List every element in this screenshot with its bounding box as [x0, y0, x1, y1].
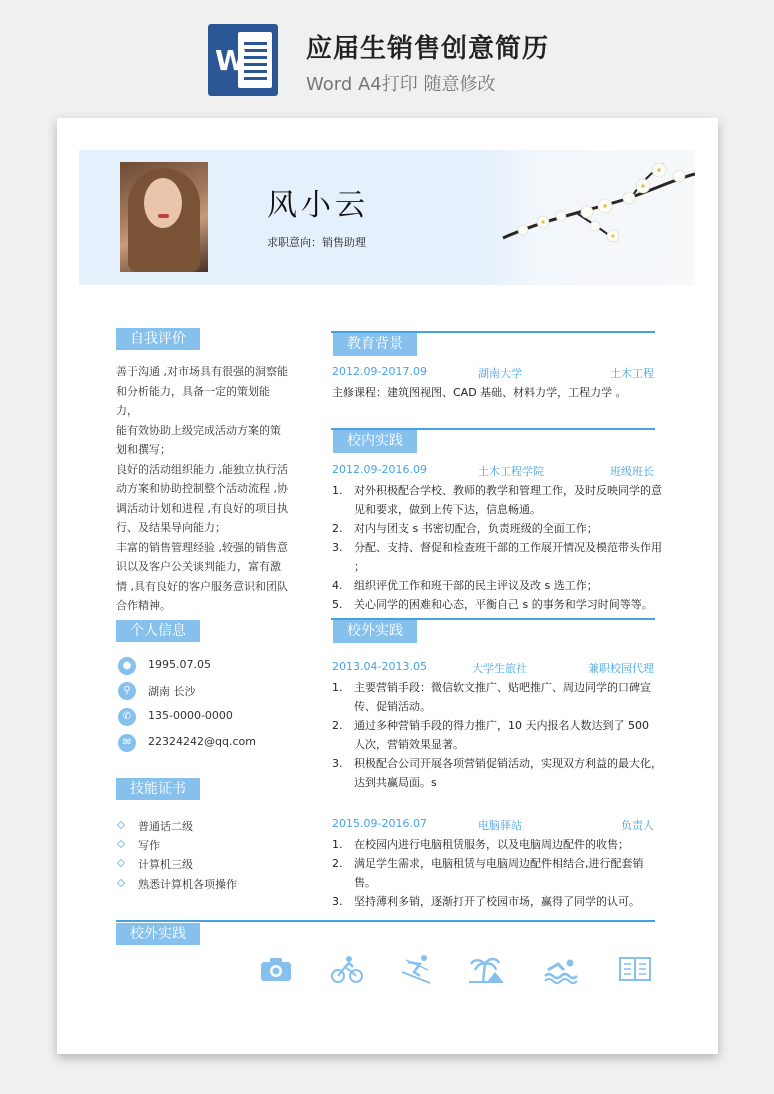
- profile-banner: [79, 150, 695, 285]
- diamond-bullet-icon: [117, 821, 125, 829]
- location-text: 湖南 长沙: [148, 685, 196, 698]
- mail-icon: ✉: [118, 734, 136, 752]
- location-pin-icon: ⚲: [118, 682, 136, 700]
- list-item: 3. 分配、支持、督促和检查班干部的工作展开情况及模范带头作用 ；: [332, 541, 662, 573]
- diamond-bullet-icon: [117, 859, 125, 867]
- job-intent: 求职意向：销售助理: [267, 236, 366, 249]
- skiing-icon: [400, 954, 434, 984]
- personal-info-title: 个人信息: [116, 620, 200, 642]
- campus-header: 2012.09-2016.09 土木工程学院 班级班长: [332, 463, 654, 478]
- beach-icon: [469, 954, 503, 984]
- list-item: 2. 对内与团支 s 书密切配合，负责班级的全面工作；: [332, 522, 598, 535]
- cycling-icon: [330, 954, 364, 984]
- self-eval-title: 自我评价: [116, 328, 200, 350]
- phone-icon: ✆: [118, 708, 136, 726]
- hobbies-divider: [116, 920, 655, 922]
- self-eval-text: 善于沟通 ,对市场具有很强的洞察能 和分析能力，具备一定的策划能力， 能有效协助上级完成活动方案的策 划和撰写； 良好的活动组织能力 ,能独立执行活 动方案和协助控制整个活动流程 ,协 调活动计划和进程 ,有良好的项目执 行、及结果导向能力； 丰富的销售管理经验 ,较强的销售意 识以及客户公关谈判能力，富有激 情 ,具有良好的客户服务意识和团队 合作精神。: [116, 365, 288, 612]
- page-title: 应届生销售创意简历: [306, 34, 550, 64]
- diamond-bullet-icon: [117, 840, 125, 848]
- hobbies-title: 校外实践: [116, 923, 200, 945]
- list-item: 1. 对外积极配合学校、教师的教学和管理工作，及时反映同学的意见和要求，做到上传下达，信息畅通。: [332, 484, 662, 516]
- avatar-photo: [120, 162, 208, 272]
- list-item: 1. 主要营销手段：微信软文推广、贴吧推广、周边同学的口碑宣传、促销活动。: [332, 681, 651, 713]
- diamond-bullet-icon: [117, 879, 125, 887]
- page-subtitle: Word A4打印 随意修改: [306, 74, 496, 95]
- phone-text: 135-0000-0000: [148, 709, 233, 722]
- word-logo-icon: [208, 24, 278, 96]
- word-logo-letter: W: [215, 44, 246, 77]
- person-icon: ●: [118, 657, 136, 675]
- resume-paper: 风小云 求职意向：销售助理 自我评价 善于沟通 ,对市场具有很强的洞察能 和分析能力，具备一定的策划能力， 能有效协助上级完成活动方案的策 划和撰写； 良好的活动组织能力 ,能独立执行活 动方案和协助控制整个活动流程 ,协 调活动计划和进程 ,有良好的项目执 行、及结果导向能力； 丰富的销售管理经验 ,较强的销售意 识以及客户公关谈判能力，富有激 情 ,具有良好的客户服务意识和团队 合作精神。 个人信息 ● 1995.07.05 ⚲ 湖南 长沙 ✆ 135-0000-0000 ✉ 22324242@qq.com 技能证书 普通话二级 写作 计算机三级 熟悉计算机各项操作 教育背景 2012.09-2017.09 湖南大学 土木工程 主修课程：建筑图视图、CAD 基础、材料力学，工程力学 。 校内实践 2012.09-2016.09 土木工程学院 班级班长 1. 对外积极配合学校、教师的教学和管理工作，及时反映同学的意见和要求，做到上传下达，信息畅通。 2. 对内与团支 s 书密切配合，负责班级的全面工作； 3. 分配、支持、督促和检查班干部的工作展开情况及模范带头作用 ； 4. 组织评优工作和班干部的民主评议及改 s 选工作； 5. 关心同学的困难和心态，平衡自己 s 的事务和学习时间等等。 校外实践 2013.04-2013.05 大学生旅社 兼职校园代理 1. 主要营销手段：微信软文推广、贴吧推广、周边同学的口碑宣传、促销活动。 2. 通过多种营销手段的得力推广，10 天内报名人数达到了 500 人次，营销效果显著。 3. 积极配合公司开展各项营销促销活动，实现双方利益的最大化，达到共赢局面。s 2015.09-2016.07 电脑驿站 负责人 1. 在校园内进行电脑租赁服务，以及电脑周边配件的收售； 2. 满足学生需求，电脑租赁与电脑周边配件相结合,进行配套销售。 3. 坚持薄利多销，逐渐打开了校园市场，赢得了同学的认可。 校外实践: [57, 118, 718, 1054]
- list-item: 5. 关心同学的困难和心态，平衡自己 s 的事务和学习时间等等。: [332, 598, 653, 611]
- list-item: 3. 坚持薄利多销，逐渐打开了校园市场，赢得了同学的认可。: [332, 895, 640, 908]
- education-title: 教育背景: [333, 333, 417, 356]
- education-courses: 主修课程：建筑图视图、CAD 基础、材料力学，工程力学 。: [332, 386, 627, 399]
- list-item: 1. 在校园内进行电脑租赁服务，以及电脑周边配件的收售；: [332, 838, 629, 851]
- campus-list: [332, 481, 667, 614]
- education-header: 2012.09-2017.09 湖南大学 土木工程: [332, 365, 654, 380]
- camera-icon: [259, 954, 293, 984]
- applicant-name: 风小云: [267, 188, 369, 223]
- top-header: [0, 0, 774, 110]
- list-item: 2. 满足学生需求，电脑租赁与电脑周边配件相结合,进行配套销售。: [332, 857, 644, 889]
- skills-title: 技能证书: [116, 778, 200, 800]
- job2-header: 2015.09-2016.07 电脑驿站 负责人: [332, 817, 654, 832]
- reading-icon: [618, 954, 652, 984]
- job2-list: [332, 835, 662, 911]
- outside-title: 校外实践: [333, 620, 417, 643]
- job1-list: [332, 678, 662, 792]
- birthday-text: 1995.07.05: [148, 658, 211, 671]
- list-item: 4. 组织评优工作和班干部的民主评议及改 s 选工作；: [332, 579, 598, 592]
- job1-header: 2013.04-2013.05 大学生旅社 兼职校园代理: [332, 660, 654, 675]
- plum-blossom-image: [483, 150, 695, 285]
- campus-title: 校内实践: [333, 430, 417, 453]
- swimming-icon: [544, 954, 578, 984]
- email-text: 22324242@qq.com: [148, 735, 256, 748]
- list-item: 3. 积极配合公司开展各项营销促销活动，实现双方利益的最大化，达到共赢局面。s: [332, 757, 662, 789]
- list-item: 2. 通过多种营销手段的得力推广，10 天内报名人数达到了 500 人次，营销效果显著。: [332, 719, 649, 751]
